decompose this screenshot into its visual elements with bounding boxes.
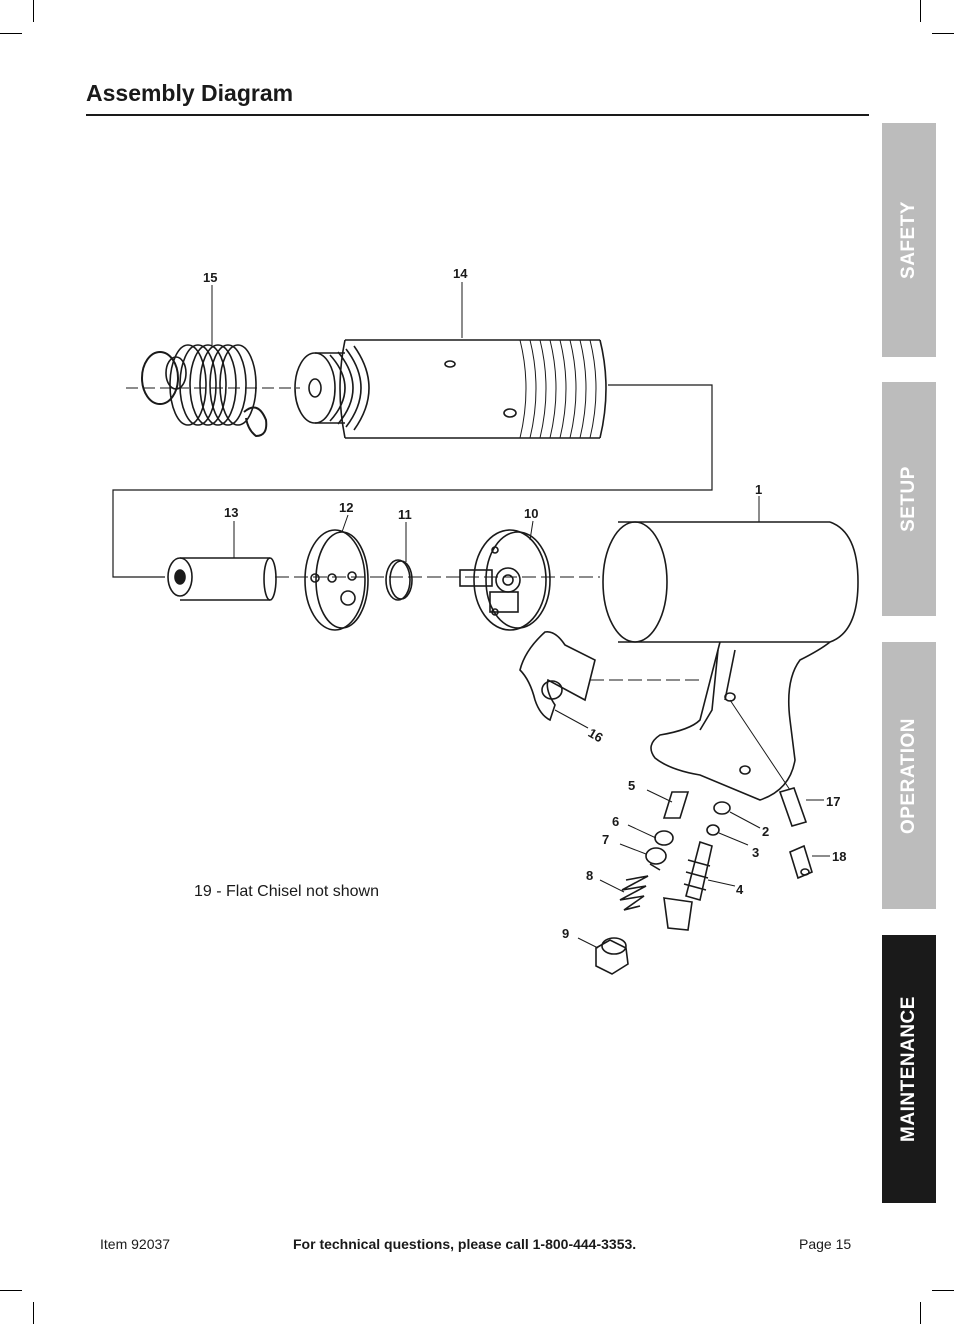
part-13-piston bbox=[168, 558, 276, 600]
part-label-12: 12 bbox=[339, 500, 354, 515]
part-label-9: 9 bbox=[562, 926, 570, 941]
part-label-8: 8 bbox=[586, 868, 594, 883]
part-9-plug bbox=[596, 938, 628, 974]
page-title: Assembly Diagram bbox=[86, 80, 294, 106]
part-8-spring bbox=[620, 876, 648, 910]
leader-lines bbox=[212, 282, 830, 948]
part-5-pin bbox=[664, 792, 688, 818]
part-16-trigger bbox=[520, 632, 595, 720]
tab-operation-label: OPERATION bbox=[898, 717, 919, 834]
tab-maintenance-label: MAINTENANCE bbox=[898, 996, 919, 1142]
part-18-bushing bbox=[790, 846, 812, 878]
diagram-note: 19 - Flat Chisel not shown bbox=[194, 883, 379, 900]
part-label-3: 3 bbox=[752, 845, 760, 860]
part-label-6: 6 bbox=[612, 814, 620, 829]
part-1-housing bbox=[603, 522, 858, 800]
tab-setup-label: SETUP bbox=[898, 466, 919, 532]
part-label-2: 2 bbox=[762, 824, 770, 839]
part-label-17: 17 bbox=[826, 794, 841, 809]
part-label-1: 1 bbox=[755, 482, 763, 497]
part-12-valve-plate bbox=[305, 530, 368, 630]
part-7-valve-stem bbox=[646, 848, 666, 870]
part-label-14: 14 bbox=[453, 266, 468, 281]
part-label-18: 18 bbox=[832, 849, 847, 864]
part-label-10: 10 bbox=[524, 506, 539, 521]
part-11-o-ring bbox=[386, 560, 412, 600]
part-label-15: 15 bbox=[203, 270, 218, 285]
page-number: Page 15 bbox=[799, 1236, 852, 1252]
part-15-spring bbox=[142, 345, 266, 436]
connector-line bbox=[113, 385, 712, 577]
part-label-4: 4 bbox=[736, 882, 744, 897]
part-label-5: 5 bbox=[628, 778, 636, 793]
part-label-7: 7 bbox=[602, 832, 610, 847]
part-label-13: 13 bbox=[224, 505, 239, 520]
part-2-o-ring bbox=[714, 802, 730, 814]
part-label-11: 11 bbox=[398, 507, 412, 522]
part-3-o-ring bbox=[707, 825, 719, 835]
tab-safety-label: SAFETY bbox=[898, 201, 919, 279]
part-label-16: 16 bbox=[585, 725, 606, 746]
part-4-inlet bbox=[664, 842, 712, 930]
part-10-valve bbox=[460, 530, 550, 630]
part-17-pin bbox=[780, 788, 806, 826]
item-number: Item 92037 bbox=[100, 1236, 171, 1252]
support-phone: For technical questions, please call 1-800-444-3353. bbox=[293, 1236, 637, 1252]
part-14-barrel bbox=[295, 340, 606, 438]
part-6-seal bbox=[655, 831, 673, 845]
